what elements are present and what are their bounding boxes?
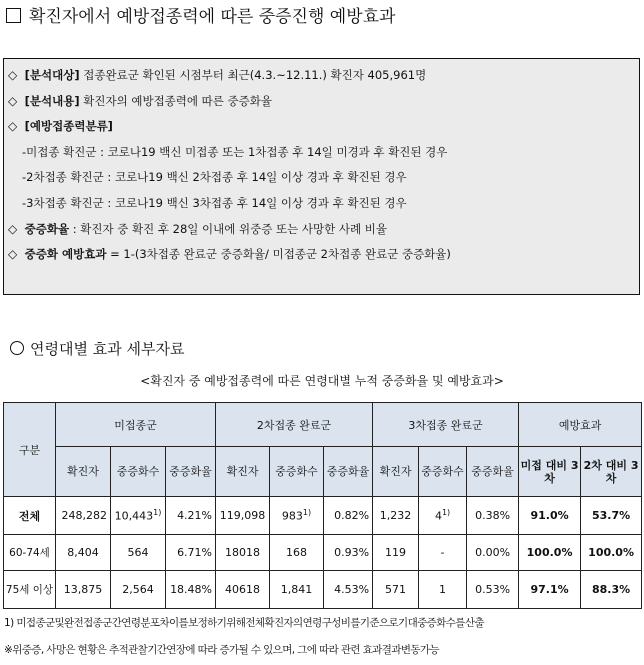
footnote-mark: 1) [153,508,162,518]
table-cell: 119 [373,535,419,571]
page-title: 확진자에서 예방접종력에 따른 중증진행 예방효과 [4,4,395,30]
sub-header: 확진자 [216,447,270,497]
sub-header: 중증화율 [324,447,373,497]
circle-bullet-icon [10,341,24,355]
table-cell: 53.7% [581,497,642,535]
table-cell: 10,443$^{1)}$ [111,497,166,535]
group-header-effect: 예방효과 [519,403,642,447]
diamond-icon: ◇ [8,93,18,108]
table-cell: 8,404 [56,535,111,571]
sub-header: 확진자 [56,447,111,497]
table-cell: 88.3% [581,571,642,609]
table-cell: 1,232 [373,497,419,535]
summary-box [3,58,640,295]
sub-header: 중증화율 [166,447,216,497]
table-cell: 0.00% [467,535,519,571]
table-cell: 18.48% [166,571,216,609]
classification-item: -2차접종 확진군 : 코로나19 백신 2차접종 후 14일 이상 경과 후 확진된 경우 [22,170,407,185]
table-cell: 100.0% [581,535,642,571]
classification-item: -3차접종 확진군 : 코로나19 백신 3차접종 후 14일 이상 경과 후 확진된 경우 [22,195,407,210]
sub-header: 2차 대비 3차 [581,447,642,497]
table-row [4,535,642,571]
sub-header: 중증화율 [467,447,519,497]
row-label: 전체 [4,497,56,535]
footnote-mark: 1) [302,508,312,518]
diamond-icon: ◇ [8,221,18,236]
section-title: 연령대별 효과 세부자료 [10,338,184,359]
table-cell: 168 [270,535,324,571]
table-cell: 248,282 [56,497,111,535]
footnote: 1) 미접종군및완전접종군간연령분포차이를보정하기위해전체확진자의연령구성비를기준으로기대중증화수를산출 [4,617,484,629]
table-cell: 571 [373,571,419,609]
table-cell: 4$^{1)}$ [419,497,467,535]
table-cell: 0.93% [324,535,373,571]
sub-header: 미접 대비 3차 [519,447,581,497]
sub-header: 중증화수 [270,447,324,497]
table-row [4,571,642,609]
table-cell: - [419,535,467,571]
table-cell: 0.38% [467,497,519,535]
table-cell: 6.71% [166,535,216,571]
table-cell: 40618 [216,571,270,609]
table-cell: 18018 [216,535,270,571]
table-cell: 983$^{1)}$ [270,497,324,535]
table-row [4,497,642,535]
table-caption: <확진자 중 예방접종력에 따른 연령대별 누적 중증화율 및 예방효과> [140,374,504,388]
group-header-2nd-dose: 2차접종 완료군 [216,403,373,447]
table-cell: 0.53% [467,571,519,609]
sub-header: 확진자 [373,447,419,497]
footnote-mark: 1) [441,508,451,518]
summary-content: ◇ [분석내용] 확진자의 예방접종력에 따른 중증화율 [8,89,635,115]
summary-subject: ◇ [분석대상] 접종완료군 확인된 시점부터 최근(4.3.~12.11.) 확진자 405,961명 [8,63,635,89]
table-cell: 1,841 [270,571,324,609]
group-header-3rd-dose: 3차접종 완료군 [373,403,519,447]
classification-item: -미접종 확진군 : 코로나19 백신 미접종 또는 1차접종 후 14일 미경과 후 확진된 경우 [22,144,448,159]
table-cell: 2,564 [111,571,166,609]
summary-severity: ◇ 중증화율 : 확진자 중 확진 후 28일 이내에 위중증 또는 사망한 사례 비율 [8,217,635,243]
table-cell: 100.0% [519,535,581,571]
table-cell: 564 [111,535,166,571]
table-cell: 4.21% [166,497,216,535]
footnote: ※위중증, 사망은 현황은 추적관찰기간연장에 따라 증가될 수 있으며, 그에 따라 관련 효과결과변동가능 [4,644,440,656]
summary-classification: ◇ [예방접종력분류] [8,114,635,140]
diamond-icon: ◇ [8,68,18,82]
sub-header: 중증화수 [419,447,467,497]
row-label: 60-74세 [4,535,56,571]
table-cell: 13,875 [56,571,111,609]
checkbox-square-icon [6,8,21,23]
diamond-icon: ◇ [8,119,18,134]
diamond-icon: ◇ [8,247,18,262]
age-group-table [3,402,642,609]
sub-header: 중증화수 [111,447,166,497]
row-label: 75세 이상 [4,571,56,609]
table-cell: 0.82% [324,497,373,535]
row-header: 구분 [4,403,56,497]
group-header-unvaccinated: 미접종군 [56,403,216,447]
table-cell: 97.1% [519,571,581,609]
summary-effect: ◇ 중증화 예방효과 = 1-(3차접종 완료군 중증화율/ 미접종군 2차접종 완료군 중증화율) [8,242,635,268]
table-cell: 1 [419,571,467,609]
table-cell: 91.0% [519,497,581,535]
table-cell: 4.53% [324,571,373,609]
table-cell: 119,098 [216,497,270,535]
